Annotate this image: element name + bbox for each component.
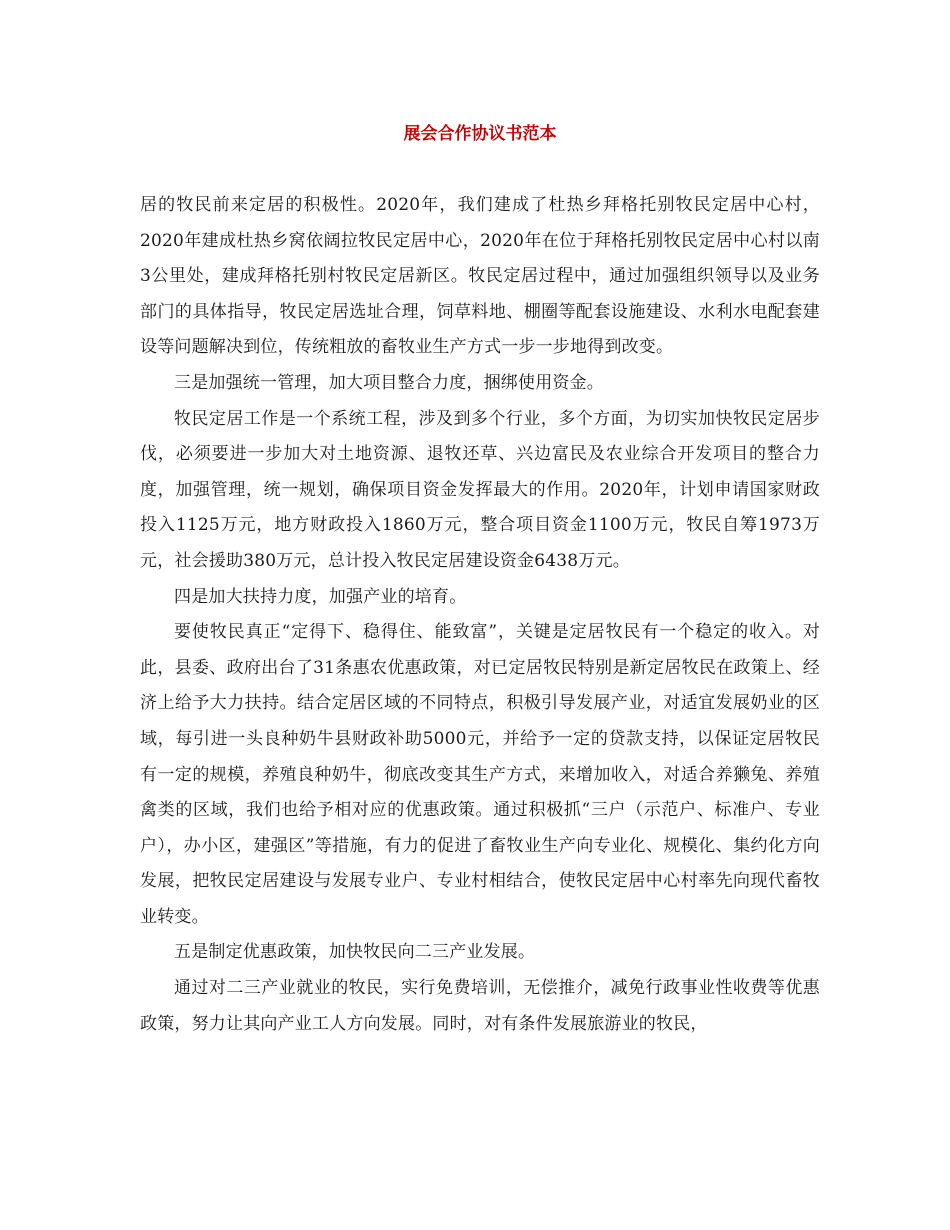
document-page: [140, 0, 820, 1230]
paragraph-1: 居的牧民前来定居的积极性。2020年，我们建成了杜热乡拜格托别牧民定居中心村，2020年建成杜热乡窝依阔拉牧民定居中心，2020年在位于拜格托别牧民定居中心村以南3公里处，建成拜格托别村牧民定居新区。牧民定居过程中，通过加强组织领导以及业务部门的具体指导，牧民定居选址合理，饲草料地、棚圈等配套设施建设、水利水电配套建设等问题解决到位，传统粗放的畜牧业生产方式一步一步地得到改变。: [140, 195, 820, 358]
paragraph-6: 五是制定优惠政策，加快牧民向二三产业发展。: [174, 942, 536, 963]
paragraph-2: 三是加强统一管理，加大项目整合力度，捆绑使用资金。: [174, 372, 604, 393]
paragraph-4: 四是加大扶持力度，加强产业的培育。: [174, 586, 467, 607]
paragraph-7: 通过对二三产业就业的牧民，实行免费培训，无偿推介，减免行政事业性收费等优惠政策，努力让其向产业工人方向发展。同时，对有条件发展旅游业的牧民，: [140, 978, 820, 1034]
document-title: 展会合作协议书范本: [403, 124, 557, 144]
paragraph-5: 要使牧民真正“定得下、稳得住、能致富”，关键是定居牧民有一个稳定的收入。对此，县委、政府出台了31条惠农优惠政策，对已定居牧民特别是新定居牧民在政策上、经济上给予大力扶持。结合定居区域的不同特点，积极引导发展产业，对适宜发展奶业的区域，每引进一头良种奶牛县财政补助5000元，并给予一定的贷款支持，以保证定居牧民有一定的规模，养殖良种奶牛，彻底改变其生产方式，来增加收入，对适合养獭兔、养殖禽类的区域，我们也给予相对应的优惠政策。通过积极抓“三户（示范户、标准户、专业户），办小区，建强区”等措施，有力的促进了畜牧业生产向专业化、规模化、集约化方向发展，把牧民定居建设与发展专业户、专业村相结合，使牧民定居中心村率先向现代畜牧业转变。: [140, 622, 820, 927]
paragraph-3: 牧民定居工作是一个系统工程，涉及到多个行业，多个方面，为切实加快牧民定居步伐，必须要进一步加大对土地资源、退牧还草、兴边富民及农业综合开发项目的整合力度，加强管理，统一规划，确保项目资金发挥最大的作用。2020年，计划申请国家财政投入1125万元，地方财政投入1860万元，整合项目资金1100万元，牧民自筹1973万元，社会援助380万元，总计投入牧民定居建设资金6438万元。: [140, 408, 820, 571]
document-body: [140, 188, 820, 1042]
